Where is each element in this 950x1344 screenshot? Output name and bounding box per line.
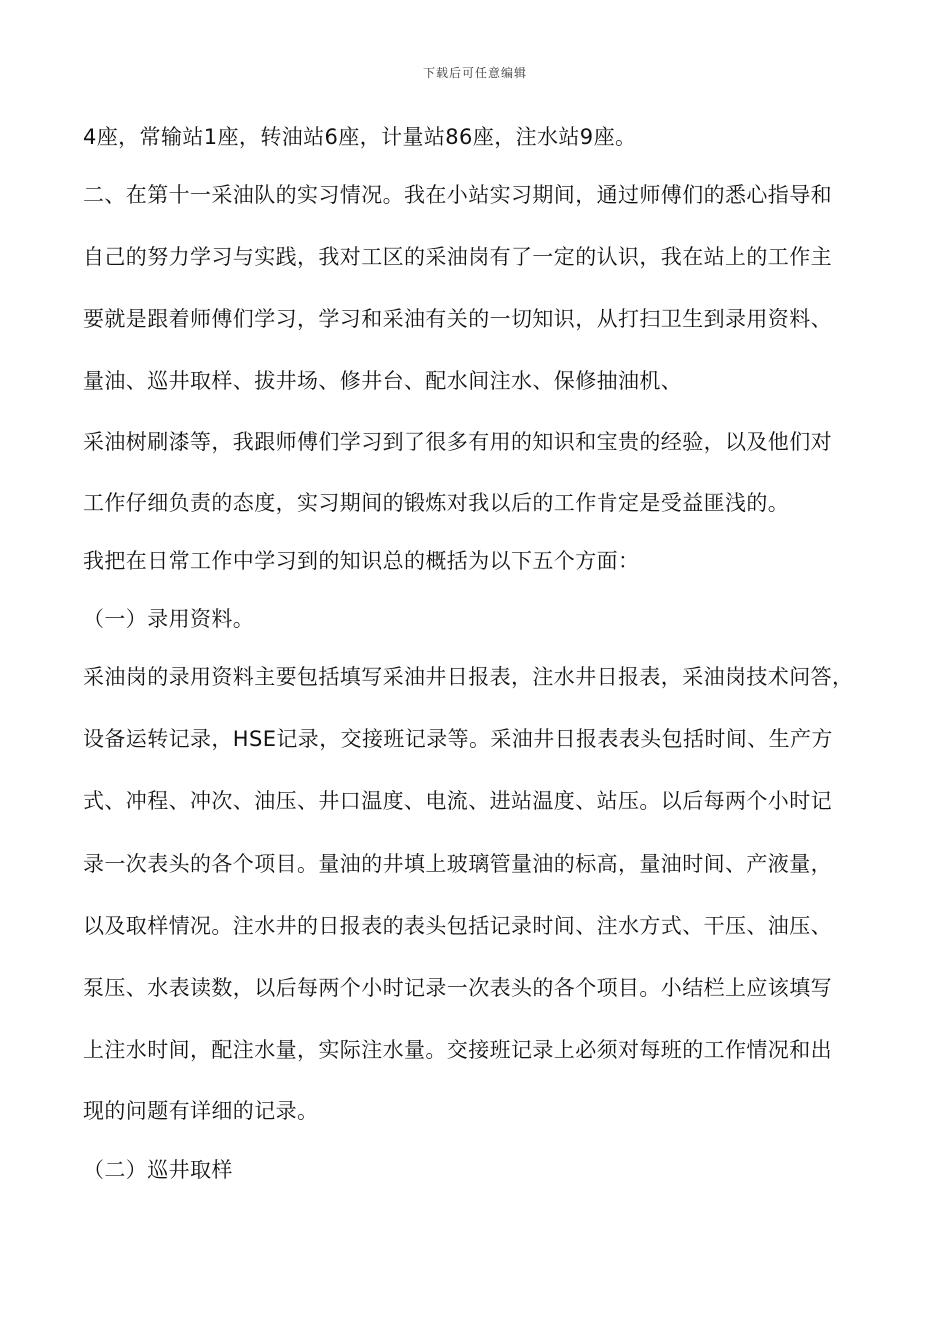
text-line: 量油、巡井取样、拔井场、修井台、配水间注水、保修抽油机、	[83, 369, 683, 393]
text-line: 我把在日常工作中学习到的知识总的概括为以下五个方面：	[83, 549, 640, 573]
text-line: 二、在第十一采油队的实习情况。我在小站实习期间，通过师傅们的悉心指导和	[83, 183, 832, 207]
text-line: 采油树刷漆等，我跟师傅们学习到了很多有用的知识和宝贵的经验，以及他们对	[83, 430, 832, 454]
text-line: 式、冲程、冲次、油压、井口温度、电流、进站温度、站压。以后每两个小时记	[83, 789, 832, 813]
text-line: 录一次表头的各个项目。量油的井填上玻璃管量油的标高，量油时间、产液量，	[83, 852, 832, 876]
text-line: 4座，常输站1座，转油站6座，计量站86座，注水站9座。	[83, 125, 637, 149]
text-line: 上注水时间，配注水量，实际注水量。交接班记录上必须对每班的工作情况和出	[83, 1038, 832, 1062]
section-heading: （二）巡井取样	[83, 1158, 233, 1182]
text-line: 以及取样情况。注水井的日报表的表头包括记录时间、注水方式、干压、油压、	[83, 914, 832, 938]
text-line: 设备运转记录，HSE记录，交接班记录等。采油井日报表表头包括时间、生产方	[83, 727, 833, 751]
section-heading: （一）录用资料。	[83, 607, 255, 631]
text-line: 要就是跟着师傅们学习，学习和采油有关的一切知识，从打扫卫生到录用资料、	[83, 307, 832, 331]
text-line: 采油岗的录用资料主要包括填写采油井日报表，注水井日报表，采油岗技术问答，	[83, 665, 854, 689]
page-header: 下载后可任意编辑	[422, 66, 527, 80]
text-line: 自己的努力学习与实践，我对工区的采油岗有了一定的认识，我在站上的工作主	[83, 245, 832, 269]
text-line: 现的问题有详细的记录。	[83, 1099, 319, 1123]
text-line: 工作仔细负责的态度，实习期间的锻炼对我以后的工作肯定是受益匪浅的。	[83, 491, 790, 515]
text-line: 泵压、水表读数，以后每两个小时记录一次表头的各个项目。小结栏上应该填写	[83, 976, 832, 1000]
